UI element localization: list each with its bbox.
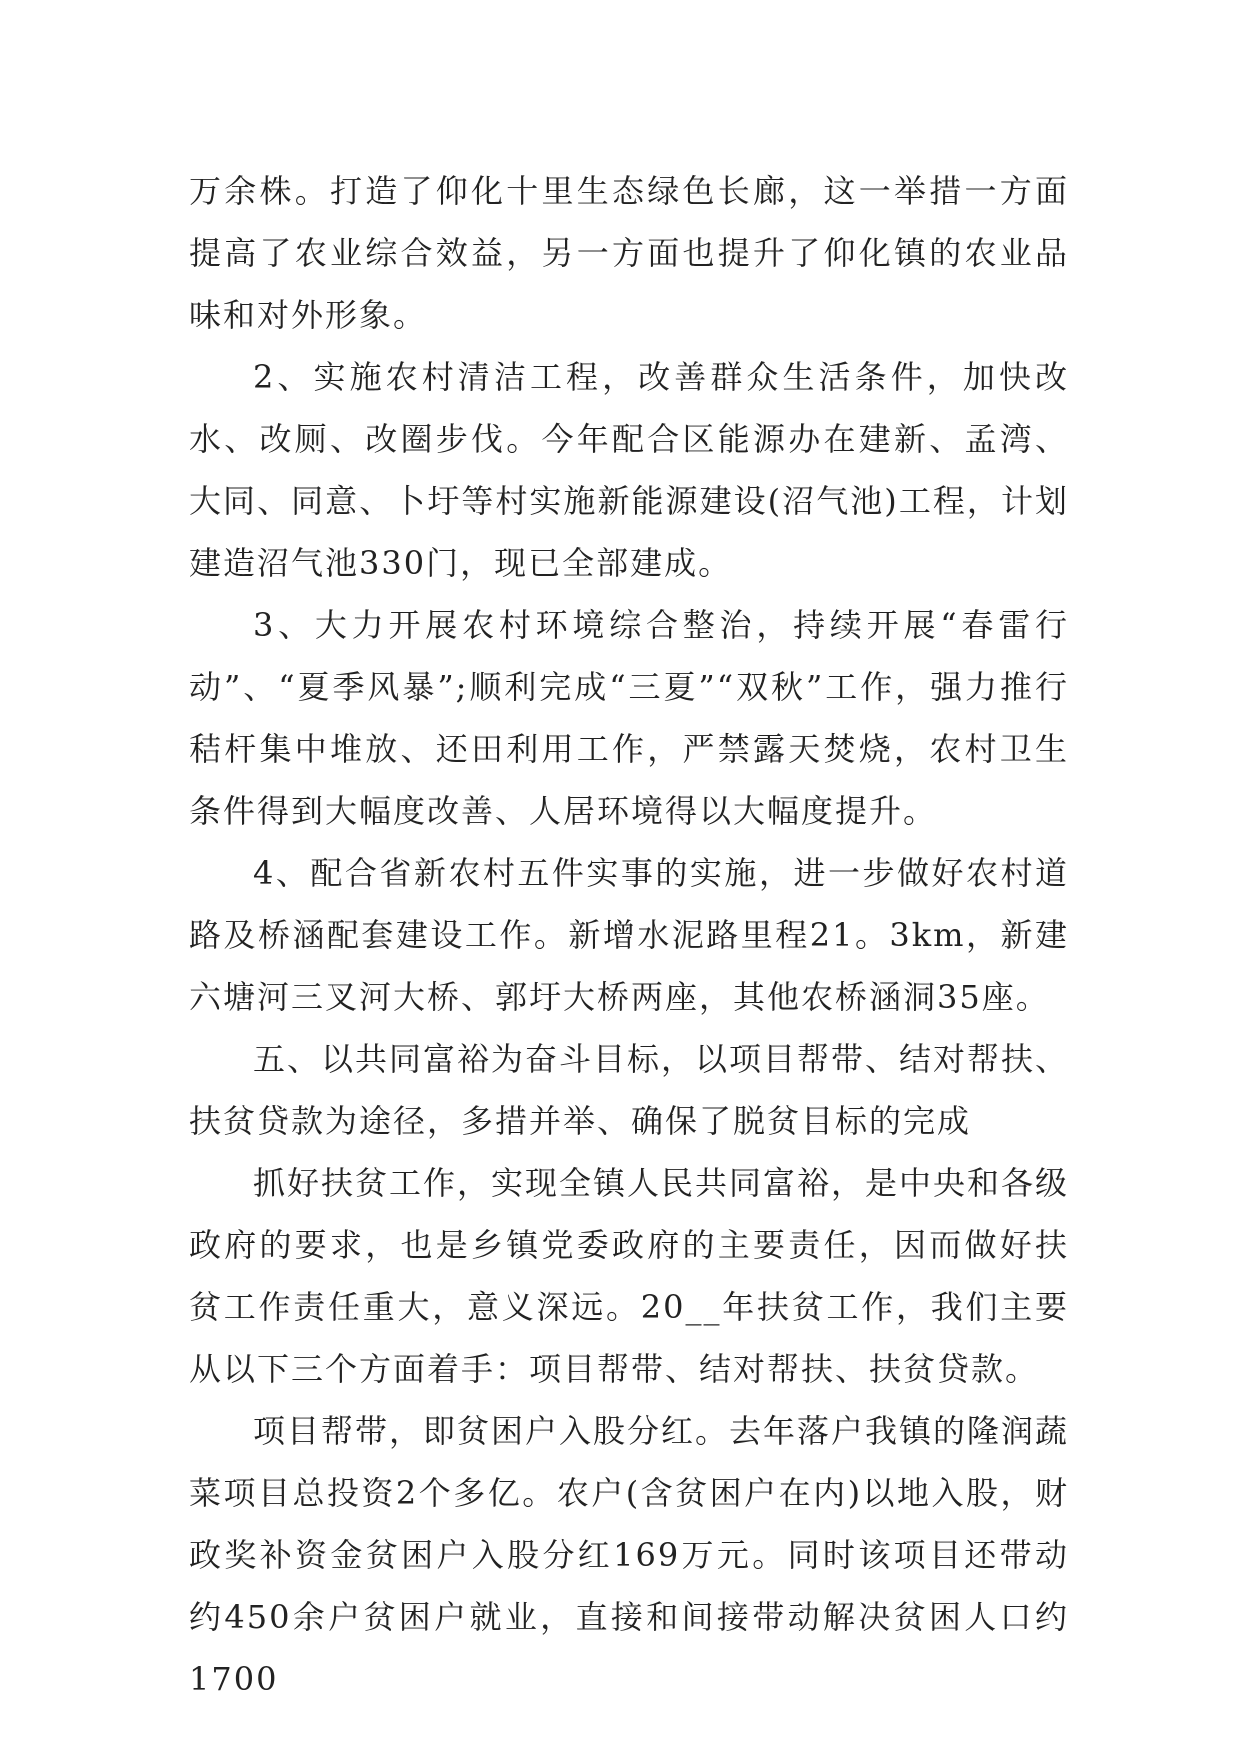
paragraph-2: 2、实施农村清洁工程，改善群众生活条件，加快改水、改厕、改圈步伐。今年配合区能源办在建新、孟湾、大同、同意、卜圩等村实施新能源建设(沼气池)工程，计划建造沼气池330门，现已全部建成。	[189, 358, 1069, 582]
document-body	[189, 160, 1069, 1710]
paragraph-4: 4、配合省新农村五件实事的实施，进一步做好农村道路及桥涵配套建设工作。新增水泥路里程21。3km，新建六塘河三叉河大桥、郭圩大桥两座，其他农桥涵洞35座。	[189, 854, 1069, 1016]
section-heading-5: 五、以共同富裕为奋斗目标，以项目帮带、结对帮扶、扶贫贷款为途径，多措并举、确保了脱贫目标的完成	[189, 1040, 1070, 1140]
paragraph-7: 项目帮带，即贫困户入股分红。去年落户我镇的隆润蔬菜项目总投资2个多亿。农户(含贫困户在内)以地入股，财政奖补资金贫困户入股分红169万元。同时该项目还带动约450余户贫困户就业，直接和间接带动解决贫困人口约1700	[189, 1412, 1070, 1698]
paragraph-1: 万余株。打造了仰化十里生态绿色长廊，这一举措一方面提高了农业综合效益，另一方面也提升了仰化镇的农业品味和对外形象。	[189, 172, 1069, 334]
paragraph-3: 3、大力开展农村环境综合整治，持续开展“春雷行动”、“夏季风暴”;顺利完成“三夏”“双秋”工作，强力推行秸杆集中堆放、还田利用工作，严禁露天焚烧，农村卫生条件得到大幅度改善、人居环境得以大幅度提升。	[189, 606, 1069, 830]
paragraph-6: 抓好扶贫工作，实现全镇人民共同富裕，是中央和各级政府的要求，也是乡镇党委政府的主要责任，因而做好扶贫工作责任重大，意义深远。20__年扶贫工作，我们主要从以下三个方面着手：项目帮带、结对帮扶、扶贫贷款。	[189, 1164, 1070, 1388]
